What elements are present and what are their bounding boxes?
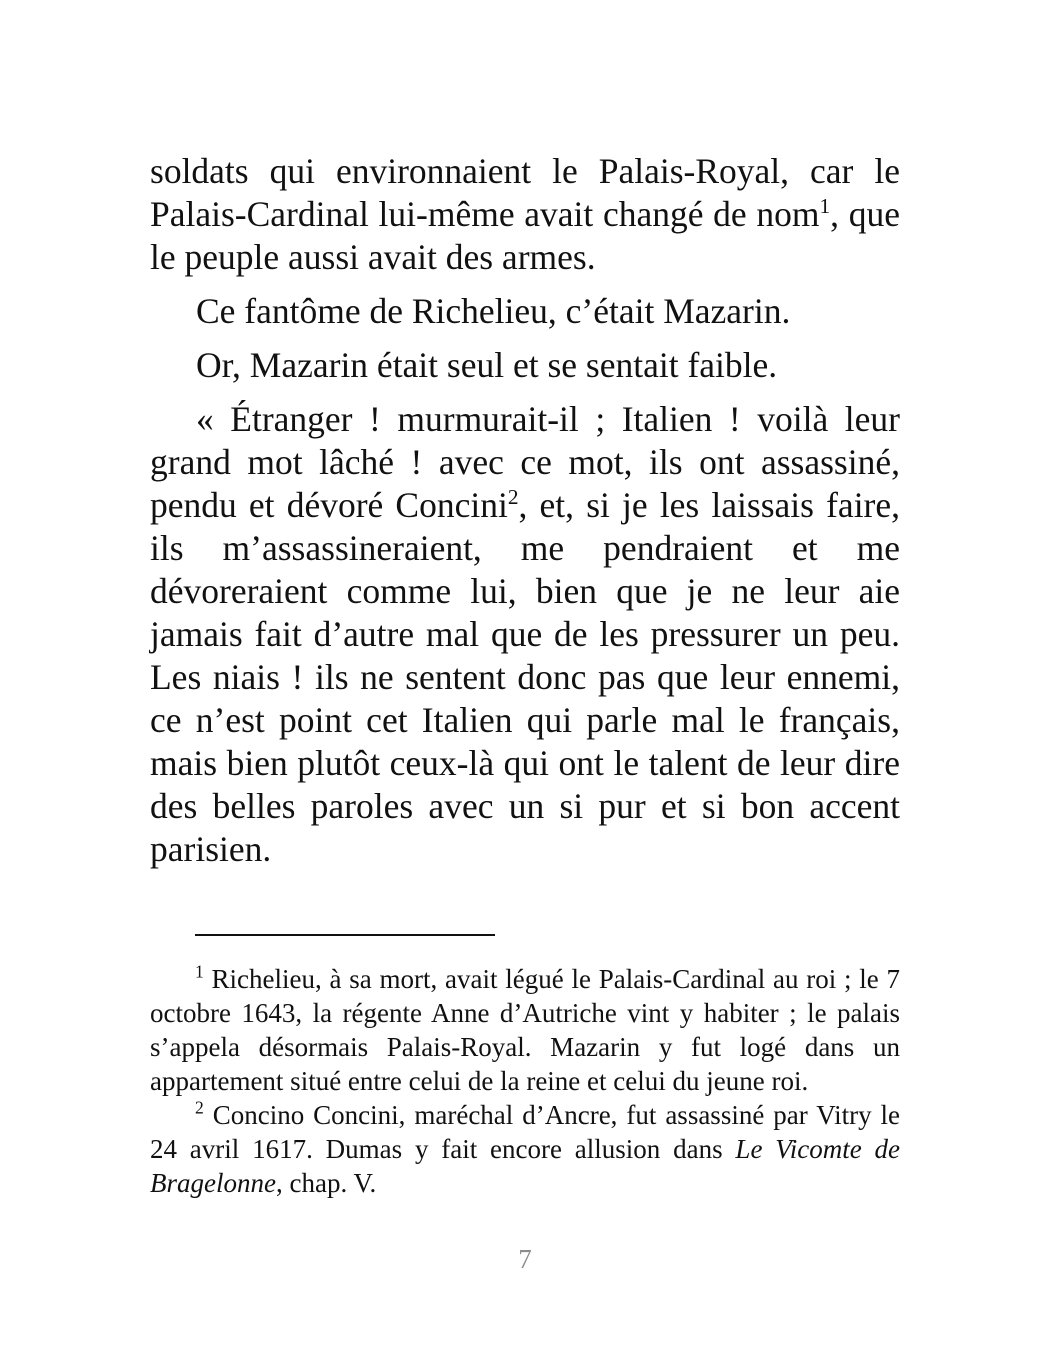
footnote-1-text: Richelieu, à sa mort, avait légué le Palais-Cardinal au roi ; le 7 octobre 1643, la régente Anne d’Autriche vint y habiter ; le palais s’appela désormais Palais-Royal. Mazarin y fut logé dans un appartement situé entre celui de la reine et celui du jeune roi. bbox=[150, 964, 900, 1096]
paragraph-1-tail: , que le peuple aussi avait des armes. bbox=[150, 194, 900, 277]
footnote-2 bbox=[150, 1098, 900, 1200]
footnote-2-number: 2 bbox=[195, 1097, 204, 1118]
footnote-1 bbox=[150, 962, 900, 1098]
footnote-ref-1: 1 bbox=[819, 193, 831, 218]
main-text bbox=[150, 150, 900, 882]
paragraph-4-tail: , et, si je les laissais faire, ils m’assassineraient, me pendraient et me dévoreraient comme lui, bien que je ne leur aie jamais fait d’autre mal que de les pressurer un peu. Les niais ! ils ne sentent donc pas que leur ennemi, ce n’est point cet Italien qui parle mal le français, mais bien plutôt ceux-là qui ont le talent de leur dire des belles paroles avec un si pur et si bon accent parisien. bbox=[150, 485, 901, 869]
footnote-2-tail: , chap. V. bbox=[275, 1168, 377, 1198]
footnote-2-text: Concino Concini, maréchal d’Ancre, fut assassiné par Vitry le 24 avril 1617. Dumas y fait encore allusion dans bbox=[150, 1100, 900, 1164]
paragraph-4 bbox=[150, 398, 900, 871]
paragraph-4-text: « Étranger ! murmurait-il ; Italien ! voilà leur grand mot lâché ! avec ce mot, ils ont assassiné, pendu et dévoré Concini bbox=[150, 399, 900, 525]
footnote-separator bbox=[195, 934, 495, 936]
paragraph-2: Ce fantôme de Richelieu, c’était Mazarin. bbox=[196, 291, 791, 331]
footnotes bbox=[150, 962, 900, 1200]
paragraph-1 bbox=[150, 150, 900, 279]
footnote-1-number: 1 bbox=[195, 961, 204, 982]
footnote-2-book-title: Le Vicomte de Bragelonne bbox=[150, 1134, 900, 1198]
paragraph-1-text: soldats qui environnaient le Palais-Royal, car le Palais-Cardinal lui-même avait changé de nom bbox=[150, 151, 900, 234]
page-number: 7 bbox=[518, 1244, 532, 1274]
paragraph-3: Or, Mazarin était seul et se sentait faible. bbox=[196, 345, 778, 385]
footnote-ref-2: 2 bbox=[507, 484, 519, 509]
